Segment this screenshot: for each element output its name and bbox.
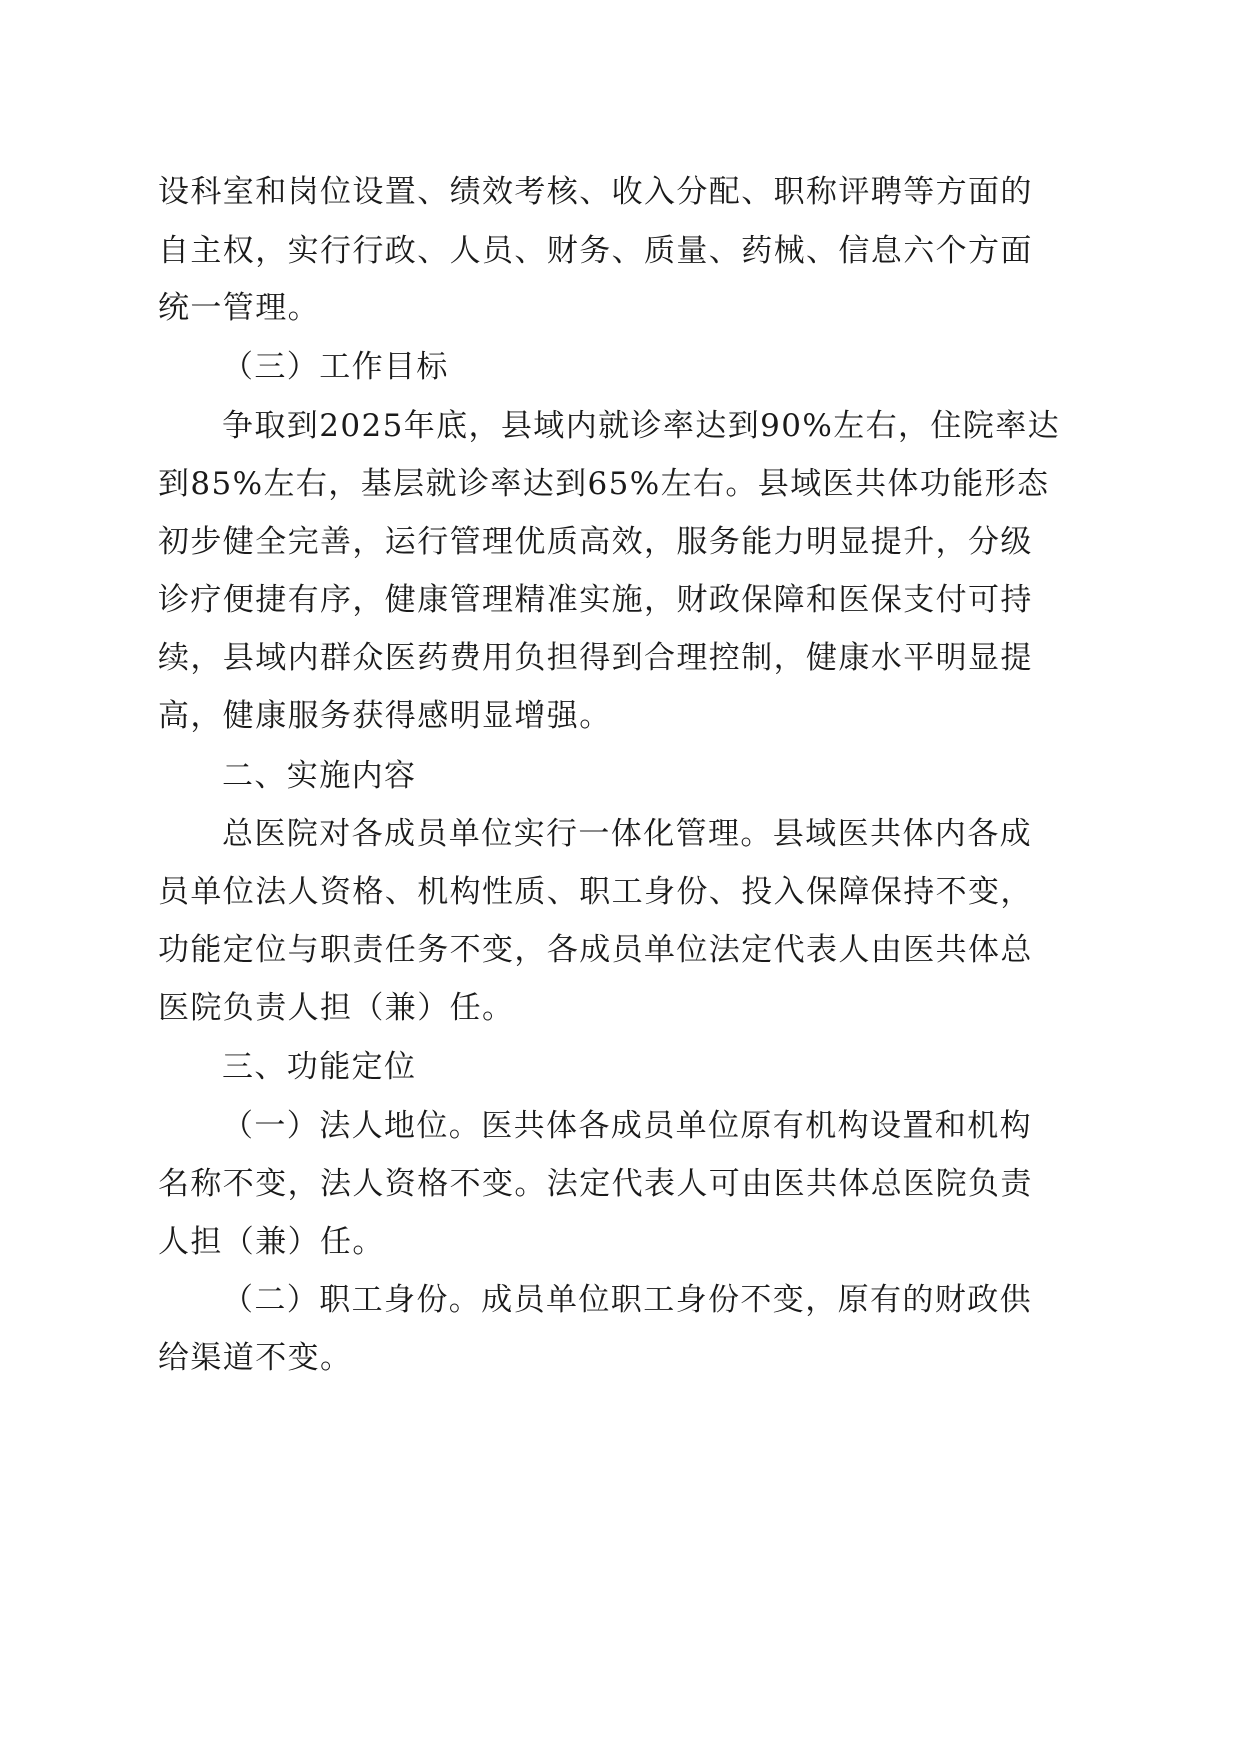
paragraph-line: 总医院对各成员单位实行一体化管理。县域医共体内各成: [222, 816, 1032, 852]
paragraph-line: 自主权，实行行政、人员、财务、质量、药械、信息六个方面: [158, 233, 1033, 269]
section-heading-implementation: 二、实施内容: [222, 758, 417, 794]
paragraph-line: 人担（兼）任。: [158, 1224, 385, 1260]
paragraph-line: 初步健全完善，运行管理优质高效，服务能力明显提升，分级: [158, 524, 1033, 560]
paragraph-line: 名称不变，法人资格不变。法定代表人可由医共体总医院负责: [158, 1166, 1033, 1202]
paragraph-line: 高，健康服务获得感明显增强。: [158, 698, 612, 734]
paragraph-line: （二）职工身份。成员单位职工身份不变，原有的财政供: [222, 1282, 1032, 1318]
paragraph-line: 员单位法人资格、机构性质、职工身份、投入保障保持不变，: [158, 874, 1033, 910]
paragraph-line: 诊疗便捷有序，健康管理精准实施，财政保障和医保支付可持: [158, 582, 1033, 618]
section-heading-work-goals: （三）工作目标: [222, 349, 449, 385]
paragraph-line: 到85%左右，基层就诊率达到65%左右。县域医共体功能形态: [158, 466, 1050, 502]
paragraph-line: 统一管理。: [158, 290, 320, 326]
paragraph-line: 功能定位与职责任务不变，各成员单位法定代表人由医共体总: [158, 932, 1033, 968]
paragraph-line: （一）法人地位。医共体各成员单位原有机构设置和机构: [222, 1108, 1032, 1144]
section-heading-function: 三、功能定位: [222, 1049, 417, 1085]
paragraph-line: 设科室和岗位设置、绩效考核、收入分配、职称评聘等方面的: [158, 174, 1033, 210]
paragraph-line: 续，县域内群众医药费用负担得到合理控制，健康水平明显提: [158, 640, 1033, 676]
paragraph-line: 医院负责人担（兼）任。: [158, 990, 515, 1026]
paragraph-line: 给渠道不变。: [158, 1340, 353, 1376]
paragraph-line: 争取到2025年底，县域内就诊率达到90%左右，住院率达: [222, 408, 1060, 444]
